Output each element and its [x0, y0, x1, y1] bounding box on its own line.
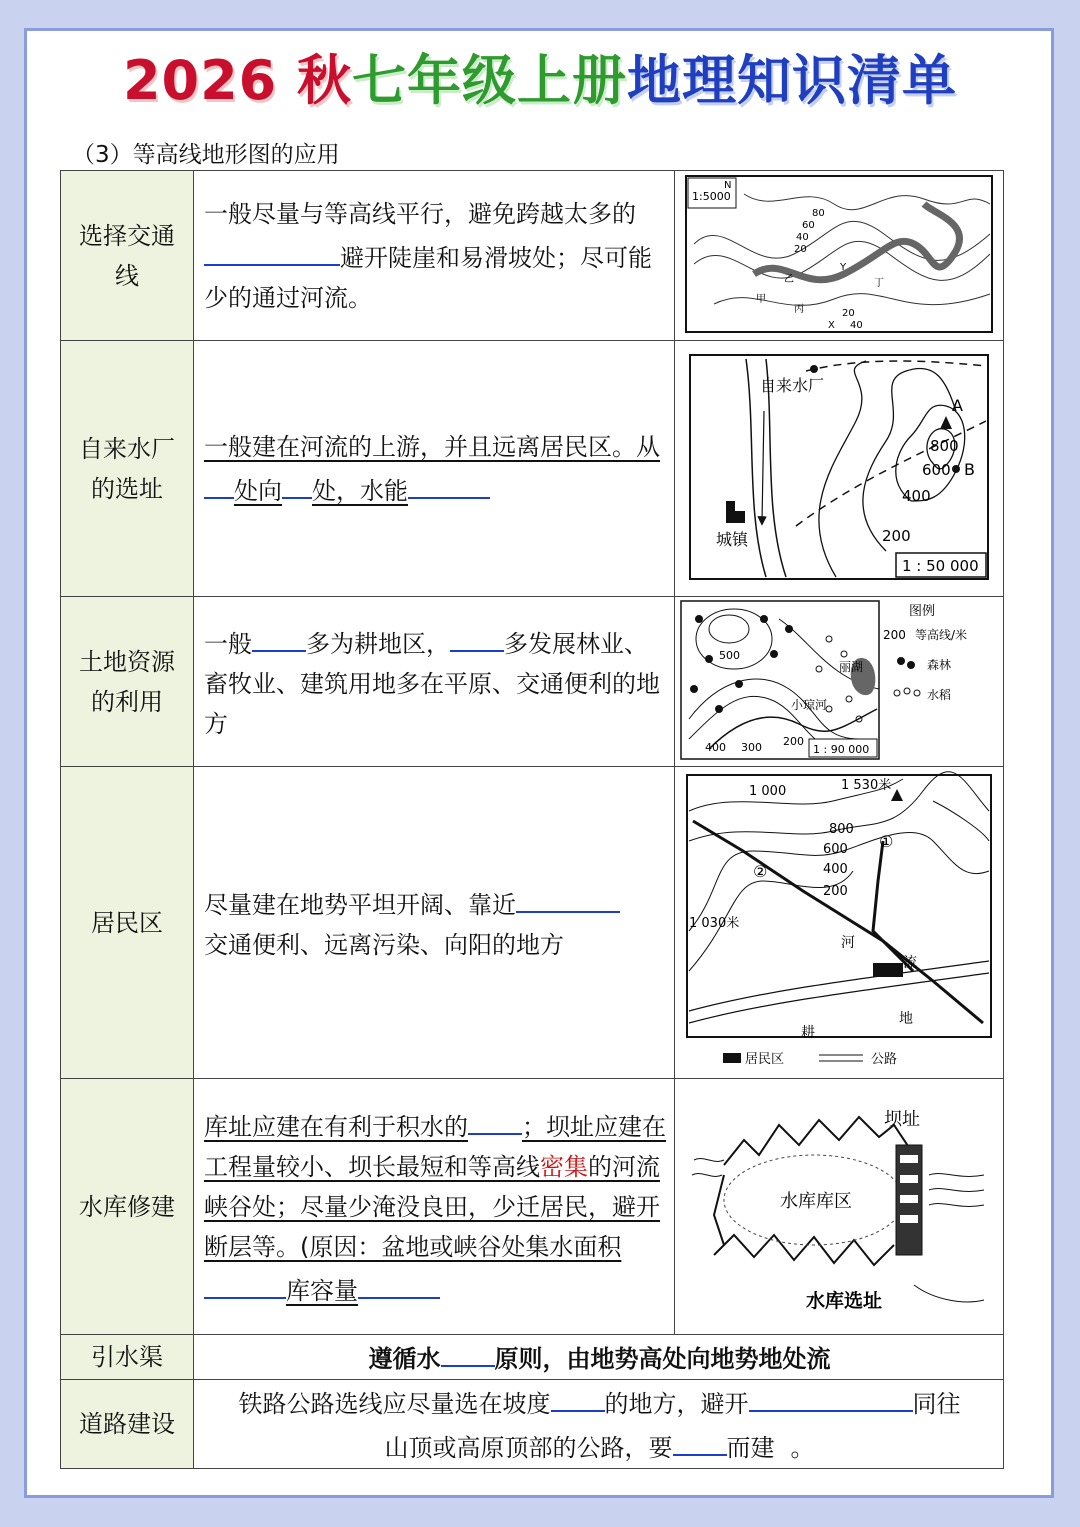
title-grade: 七年级上册 — [352, 49, 628, 112]
fill-blank[interactable] — [204, 1267, 286, 1299]
town-label: 城镇 — [716, 529, 749, 549]
contour-label: 400 — [705, 740, 726, 754]
residential-contour-map — [683, 771, 995, 1071]
contour-label: 200 — [882, 526, 911, 545]
row-label — [61, 597, 194, 767]
contour-label: 60 — [802, 219, 815, 231]
height-label: 1 530米 — [841, 777, 892, 793]
table-row-residential — [61, 767, 1004, 1079]
title-subject: 地理 — [627, 49, 738, 112]
map-scale: 1 : 50 000 — [902, 556, 979, 575]
table-row-land-use — [61, 597, 1004, 767]
river-label: 河 — [841, 934, 855, 951]
lake-label: 丽湖 — [839, 659, 864, 674]
row-map — [675, 171, 1004, 341]
row-content — [194, 171, 675, 341]
content-text: 同往 — [912, 1390, 961, 1418]
reservoir-label: 水库库区 — [780, 1190, 852, 1212]
row-label — [61, 767, 194, 1079]
content-text: 库址应建在有利于积水的 — [204, 1112, 468, 1141]
label-line: 道路建设 — [79, 1410, 175, 1438]
map-scale: 1:5000 — [692, 189, 731, 203]
legend-rice: 水稻 — [927, 687, 952, 702]
point-label: Y — [840, 261, 847, 273]
content-text: 遵循水 — [368, 1345, 441, 1373]
contour-label: 80 — [812, 207, 825, 219]
row-content — [194, 1079, 675, 1335]
point-label: X — [828, 319, 835, 331]
fill-blank[interactable] — [204, 234, 340, 266]
legend-road: 公路 — [871, 1051, 898, 1067]
title-checklist: 知识清单 — [737, 49, 958, 112]
content-text: 处向 — [234, 476, 282, 505]
fill-blank[interactable] — [204, 467, 234, 499]
content-text: 山顶或高原顶部的公路，要 — [384, 1434, 673, 1462]
content-text: 的地方，避开 — [604, 1390, 749, 1418]
fill-blank[interactable] — [749, 1380, 913, 1412]
content-text: 交通便利、远离污染、向阳的地方 — [204, 930, 564, 959]
contour-label: 600 — [922, 460, 951, 479]
north-label: N — [724, 179, 732, 191]
fill-blank[interactable] — [252, 620, 306, 652]
point-label: 丙 — [794, 303, 804, 315]
legend-contour-sample: 200 — [883, 627, 906, 642]
peak-label: A — [952, 395, 963, 415]
fill-blank[interactable] — [441, 1335, 495, 1367]
row-label — [61, 1079, 194, 1335]
row-map — [675, 597, 1004, 767]
rice-icon — [894, 688, 920, 696]
waterworks-label: 自来水厂 — [760, 375, 825, 395]
label-line: 的利用 — [91, 687, 163, 716]
content-text: 多发展林业、畜牧业、建筑用地多在平原、交通便利的地方 — [204, 629, 660, 738]
contour-label: 800 — [930, 436, 959, 455]
contour-label: 400 — [902, 486, 931, 505]
table-row-waterworks — [61, 341, 1004, 597]
fill-blank[interactable] — [516, 881, 620, 913]
content-text: 原则，由地势高处向地势地处流 — [494, 1345, 831, 1373]
diagram-caption: 水库选址 — [806, 1289, 883, 1312]
legend-title: 图例 — [909, 603, 936, 619]
contour-label: 300 — [741, 740, 762, 754]
label-line: 的选址 — [91, 474, 163, 503]
legend-forest: 森林 — [927, 657, 952, 672]
content-text: 而建 — [726, 1434, 775, 1462]
table-row-reservoir — [61, 1079, 1004, 1335]
height-label: 1 030米 — [689, 915, 740, 931]
contour-label: 200 — [783, 734, 804, 748]
river-label: 流 — [903, 954, 917, 971]
title-year: 2026 秋 — [122, 49, 353, 112]
land-use-contour-map — [679, 599, 999, 761]
river-label: 小琼河 — [791, 697, 828, 712]
table-row-canal — [61, 1335, 1004, 1380]
label-line: 选择交通 — [79, 221, 175, 250]
farmland-label: 耕 — [801, 1024, 815, 1041]
label-line: 水库修建 — [79, 1192, 175, 1221]
legend-contour: 等高线/米 — [915, 627, 968, 642]
knowledge-table — [60, 170, 1004, 1469]
content-text: 的河流峡谷处；尽量少淹没良田，少迁居民，避开断层等。(原因：盆地或峡谷处集水面积 — [204, 1152, 660, 1261]
circle-1-label: ① — [879, 831, 894, 851]
row-map — [675, 1079, 1004, 1335]
point-label: 甲 — [756, 293, 766, 305]
forest-icon — [897, 657, 915, 669]
fill-blank[interactable] — [468, 1103, 522, 1135]
point-label: 丁 — [874, 277, 884, 289]
reservoir-diagram — [684, 1085, 994, 1325]
section-subtitle: （3）等高线地形图的应用 — [72, 142, 340, 168]
row-content — [194, 1335, 1004, 1380]
row-label — [61, 171, 194, 341]
content-text: ；坝址应建在工程量较小、坝长最短和等高线 — [204, 1112, 666, 1181]
content-text: 尽量建在地势平坦开阔、靠近 — [204, 890, 516, 919]
fill-blank[interactable] — [673, 1424, 727, 1456]
content-text: 库容量 — [286, 1276, 358, 1305]
contour-label: 400 — [823, 861, 848, 877]
content-text: 一般尽量与等高线平行，避免跨越太多的 — [204, 199, 636, 228]
fill-blank[interactable] — [282, 467, 312, 499]
row-label — [61, 1380, 194, 1469]
row-label — [61, 341, 194, 597]
point-label: 乙 — [784, 273, 794, 285]
row-label — [61, 1335, 194, 1380]
transport-contour-map — [684, 174, 994, 334]
dam-label: 坝址 — [884, 1108, 920, 1130]
highlight-text: 密集 — [540, 1152, 588, 1181]
contour-label: 20 — [794, 243, 807, 255]
row-map — [675, 341, 1004, 597]
legend-residential: 居民区 — [745, 1051, 785, 1067]
contour-label: 40 — [796, 231, 809, 243]
row-map — [675, 767, 1004, 1079]
row-content — [194, 767, 675, 1079]
contour-label: 20 — [842, 307, 855, 319]
content-text: 一般建在河流的上游，并且远离居民区。从 — [204, 432, 660, 461]
row-content — [194, 341, 675, 597]
fill-blank[interactable] — [358, 1267, 440, 1299]
table-row-transport — [61, 171, 1004, 341]
circle-2-label: ② — [753, 861, 768, 881]
contour-label: 200 — [823, 883, 848, 899]
contour-label: 600 — [823, 841, 848, 857]
label-line: 引水渠 — [91, 1343, 163, 1371]
row-content — [194, 597, 675, 767]
content-text: 多为耕地区， — [306, 629, 450, 658]
content-text: 铁路公路选线应尽量选在坡度 — [238, 1390, 551, 1418]
contour-label: 500 — [719, 648, 740, 662]
fill-blank[interactable] — [551, 1380, 605, 1412]
waterworks-contour-map — [686, 351, 992, 583]
height-label: 1 000 — [749, 783, 787, 799]
contour-label: 40 — [850, 319, 863, 331]
label-line: 土地资源 — [79, 647, 175, 676]
table-row-road — [61, 1380, 1004, 1469]
row-content — [194, 1380, 1004, 1469]
map-scale: 1 : 90 000 — [813, 742, 870, 756]
fill-blank[interactable] — [408, 467, 490, 499]
label-line: 线 — [115, 261, 139, 290]
contour-label: 800 — [829, 821, 854, 837]
content-text: 一般 — [204, 629, 252, 658]
label-line: 自来水厂 — [79, 434, 175, 463]
farmland-label: 地 — [899, 1010, 913, 1027]
content-text: 。 — [790, 1434, 815, 1462]
point-b-label: B — [964, 459, 975, 479]
content-text: 处，水能 — [312, 476, 408, 505]
content-text: 避开陡崖和易滑坡处；尽可能少的通过河流。 — [204, 243, 652, 312]
label-line: 居民区 — [91, 908, 163, 937]
page-title — [0, 46, 1080, 116]
fill-blank[interactable] — [450, 620, 504, 652]
